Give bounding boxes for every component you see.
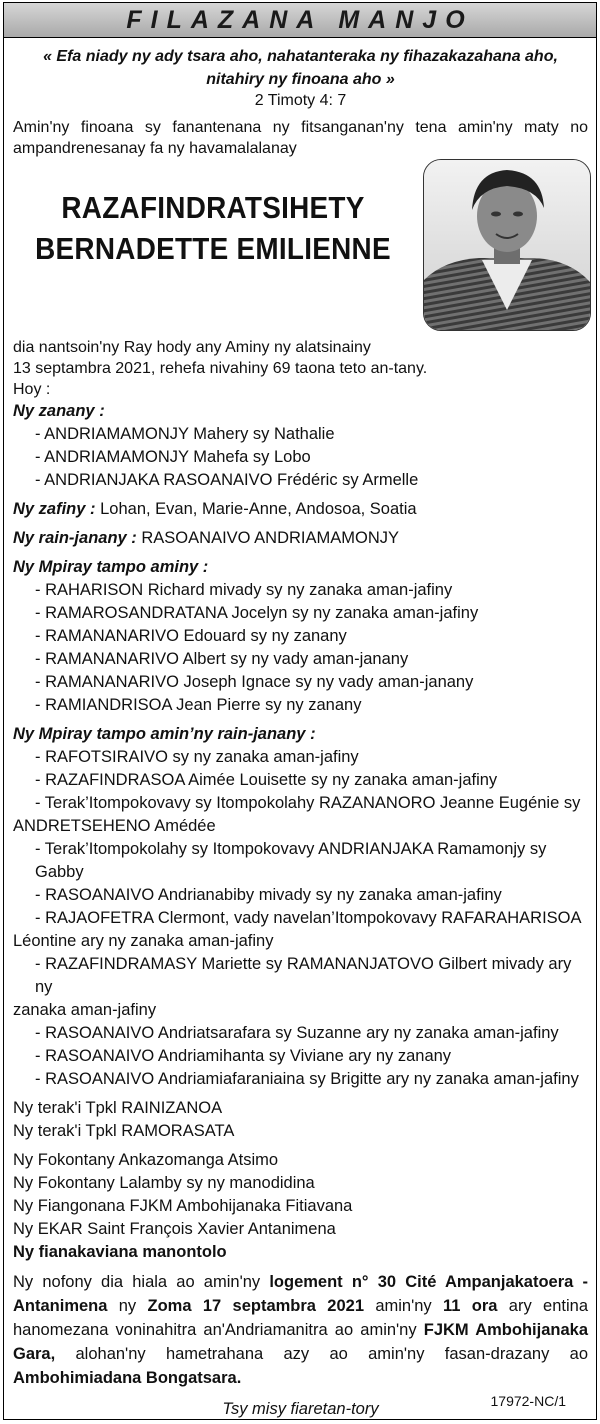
section-rain-janany — [13, 527, 588, 550]
death-line-2: 13 septambra 2021, rehefa nivahiny 69 taona teto an-tany. — [13, 360, 428, 377]
deceased-photo — [423, 159, 591, 331]
section-fokontany — [13, 1149, 588, 1264]
list-item: - Terak’Itompokolahy sy Itompokovavy ANDRIANJAKA Ramamonjy sy Gabby — [35, 840, 547, 881]
section-zanany — [13, 400, 588, 492]
list-item: - RAHARISON Richard mivady sy ny zanaka aman-jafiny — [35, 581, 453, 599]
section-label: Ny Mpiray tampo amin’ny rain-janany : — [13, 725, 316, 743]
section-terak — [13, 1097, 588, 1143]
section-label: Ny zanany : — [13, 402, 105, 420]
list-item: Ny terak'i Tpkl RAINIZANOA — [13, 1099, 223, 1117]
closing-text: ary entina hanomezana voninahitra an'Andriamanitra ao amin'ny — [13, 1297, 588, 1339]
closing-text: alohan'ny hametrahana azy ao amin'ny fasan-drazany ao — [55, 1345, 588, 1363]
closing-bold: FJKM Ambohijanaka Gara, — [13, 1321, 588, 1363]
footer-text: Tsy misy fiaretan-tory — [222, 1400, 379, 1418]
closing-text: ny — [107, 1297, 148, 1315]
list-item: Ny EKAR Saint François Xavier Antanimena — [13, 1220, 336, 1238]
list-item: Ny terak'i Tpkl RAMORASATA — [13, 1122, 235, 1140]
list-item: - RASOANAIVO Andrianabiby mivady sy ny zanaka aman-jafiny — [35, 886, 502, 904]
list-item: - ANDRIANJAKA RASOANAIVO Frédéric sy Armelle — [35, 471, 419, 489]
portrait-image — [424, 160, 590, 330]
deceased-name-line-2: BERNADETTE EMILIENNE — [35, 231, 391, 266]
section-label: Ny Mpiray tampo aminy : — [13, 558, 209, 576]
list-item-continuation: Léontine ary ny zanaka aman-jafiny — [13, 932, 274, 950]
closing-text: amin'ny — [364, 1297, 444, 1315]
list-item: - ANDRIAMAMONJY Mahery sy Nathalie — [35, 425, 335, 443]
list-item: - RAMAROSANDRATANA Jocelyn sy ny zanaka aman-jafiny — [35, 604, 479, 622]
bible-reference: 2 Timoty 4: 7 — [254, 92, 347, 109]
list-item: - RASOANAIVO Andriamihanta sy Viviane ary ny zanany — [35, 1047, 452, 1065]
death-announcement — [13, 337, 588, 400]
list-item: - RASOANAIVO Andriatsarafara sy Suzanne ary ny zanaka aman-jafiny — [35, 1024, 559, 1042]
section-mpiray-tampo-aminy — [13, 556, 588, 717]
list-item: - RAFOTSIRAIVO sy ny zanaka aman-jafiny — [35, 748, 359, 766]
deceased-block — [13, 159, 588, 303]
section-label: Ny zafiny : — [13, 500, 96, 518]
bible-quote-line-2: nitahiry ny finoana aho » — [206, 71, 395, 88]
section-text: Lohan, Evan, Marie-Anne, Andosoa, Soatia — [95, 500, 417, 518]
closing-text: Ny nofony dia hiala ao amin'ny — [13, 1273, 270, 1291]
closing-bold: 11 ora — [443, 1297, 498, 1315]
section-mpiray-tampo-rain-janany — [13, 723, 588, 1091]
bible-quote-line-1: « Efa niady ny ady tsara aho, nahatanteraka ny fihazakazahana aho, — [43, 48, 558, 65]
closing-bold: Ambohimiadana Bongatsara. — [13, 1369, 242, 1387]
list-item: - ANDRIAMAMONJY Mahefa sy Lobo — [35, 448, 311, 466]
deceased-name — [33, 187, 393, 269]
section-zafiny — [13, 498, 588, 521]
banner-title: FILAZANA MANJO — [4, 3, 596, 38]
notice-content — [4, 38, 596, 1421]
list-item: - RASOANAIVO Andriamiafaraniaina sy Brigitte ary ny zanaka aman-jafiny — [35, 1070, 579, 1088]
obituary-notice — [3, 2, 597, 1420]
section-label: Ny rain-janany : — [13, 529, 137, 547]
list-item: - RAMANANARIVO Joseph Ignace sy ny vady aman-janany — [35, 673, 474, 691]
reference-code: 17972-NC/1 — [490, 1393, 566, 1409]
list-item: - RAZAFINDRASOA Aimée Louisette sy ny zanaka aman-jafiny — [35, 771, 498, 789]
closing-bold: logement n° 30 Cité Ampanjakatoera - Antanimena — [13, 1273, 588, 1315]
intro-text: Amin'ny finoana sy fanantenana ny fitsanganan'ny tena amin'ny maty no ampandrenesanay fa ny havamalalanay — [13, 119, 588, 157]
closing-bold: Zoma 17 septambra 2021 — [147, 1297, 365, 1315]
list-item: - RAZAFINDRAMASY Mariette sy RAMANANJATOVO Gilbert mivady ary ny — [35, 955, 572, 996]
deceased-name-line-1: RAZAFINDRATSIHETY — [61, 190, 365, 225]
list-item-continuation: zanaka aman-jafiny — [13, 1001, 157, 1019]
list-item: - RAMIANDRISOA Jean Pierre sy ny zanany — [35, 696, 362, 714]
list-item: Ny Fiangonana FJKM Ambohijanaka Fitiavana — [13, 1197, 353, 1215]
list-item-continuation: ANDRETSEHENO Amédée — [13, 817, 216, 835]
list-item: - RAJAOFETRA Clermont, vady navelan’Itompokovavy RAFARAHARISOA — [35, 909, 582, 927]
list-item: - RAMANANARIVO Albert sy ny vady aman-janany — [35, 650, 409, 668]
list-item: Ny Fokontany Lalamby sy ny manodidina — [13, 1174, 315, 1192]
section-text: RASOANAIVO ANDRIAMAMONJY — [136, 529, 400, 547]
death-line-1: dia nantsoin'ny Ray hody any Aminy ny alatsinainy — [13, 339, 371, 356]
list-item: - Terak’Itompokovavy sy Itompokolahy RAZANANORO Jeanne Eugénie sy — [35, 794, 581, 812]
closing-paragraph — [13, 1270, 588, 1390]
list-item: - RAMANANARIVO Edouard sy ny zanany — [35, 627, 347, 645]
death-line-3: Hoy : — [13, 381, 51, 398]
list-item: Ny Fokontany Ankazomanga Atsimo — [13, 1151, 279, 1169]
family-line: Ny fianakaviana manontolo — [13, 1243, 227, 1261]
